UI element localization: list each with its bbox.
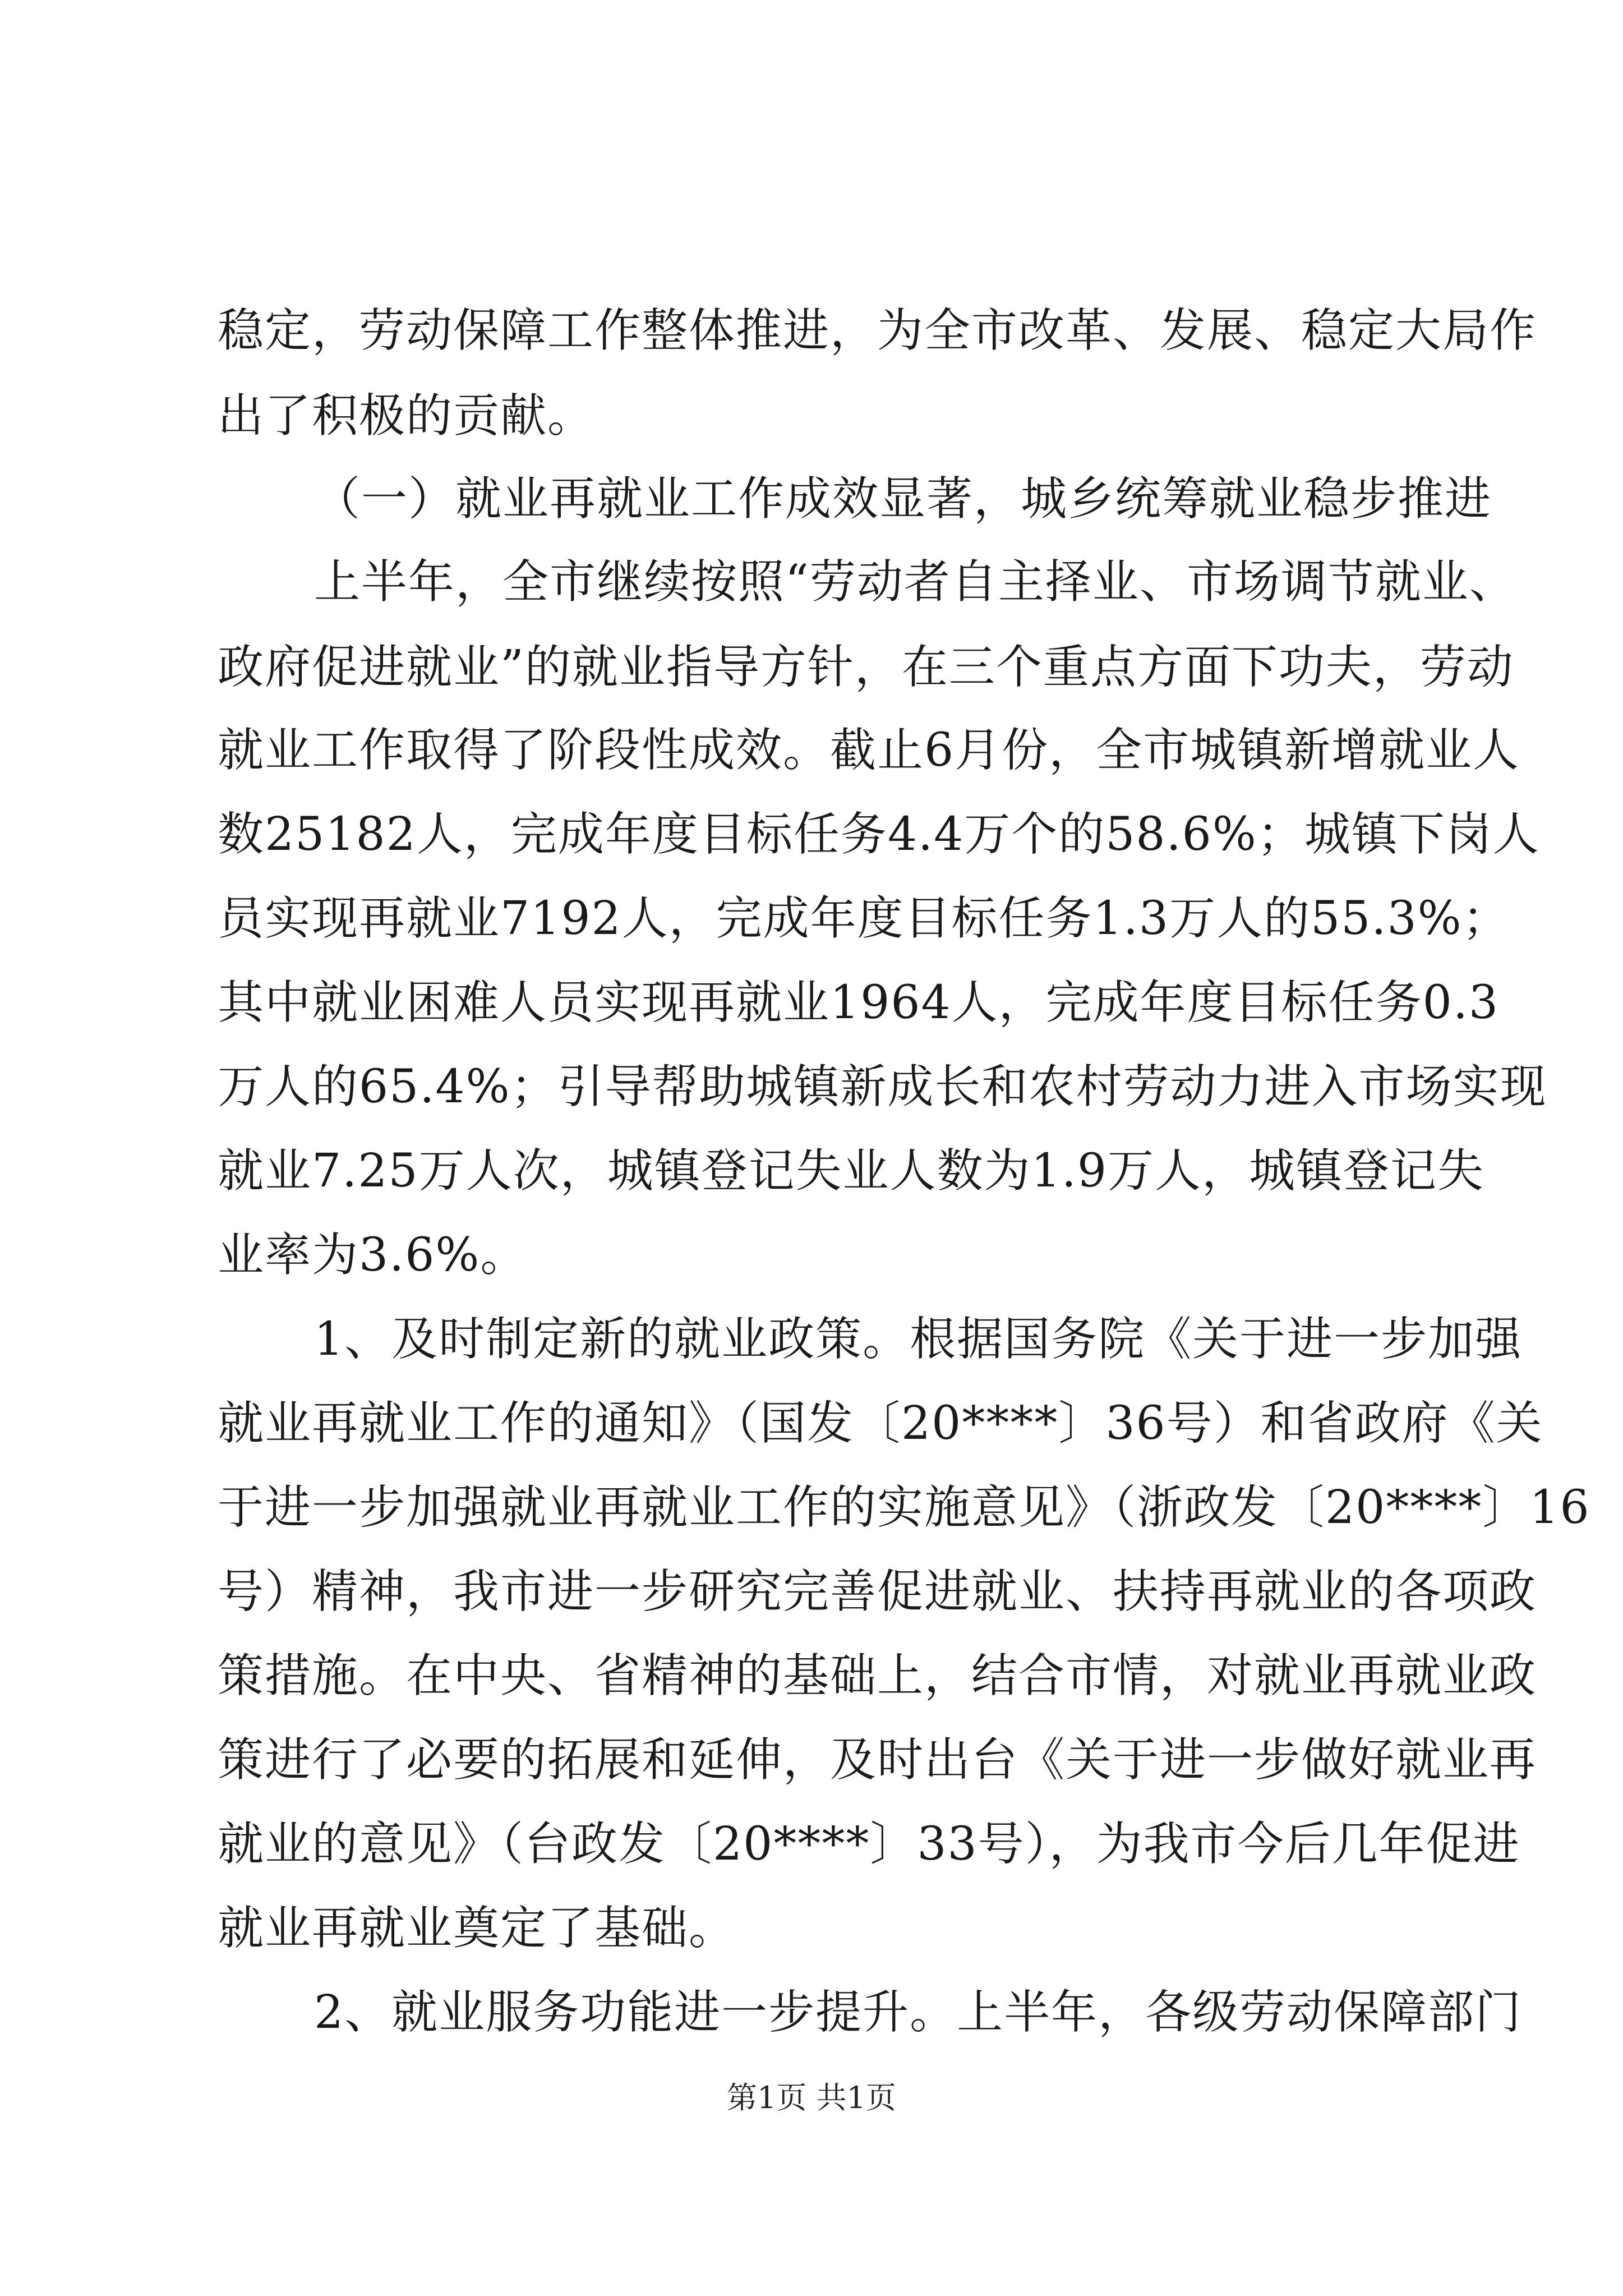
text-line: 就业再就业奠定了基础。 bbox=[218, 1902, 736, 1955]
text-line: 政府促进就业”的就业指导方针，在三个重点方面下功夫，劳动 bbox=[218, 641, 1514, 694]
text-line: 策措施。在中央、省精神的基础上，结合市情，对就业再就业政 bbox=[218, 1649, 1537, 1703]
text-line: 就业工作取得了阶段性成效。截止6月份，全市城镇新增就业人 bbox=[218, 724, 1520, 777]
text-line: 于进一步加强就业再就业工作的实施意见》（浙政发〔20****〕16 bbox=[218, 1481, 1590, 1534]
page-footer: 第1页 共1页 bbox=[727, 2080, 896, 2115]
text-line: 业率为3.6%。 bbox=[218, 1228, 528, 1282]
paragraph-first-line: 上半年，全市继续按照“劳动者自主择业、市场调节就业、 bbox=[314, 555, 1516, 609]
paragraph-first-line: 1、及时制定新的就业政策。根据国务院《关于进一步加强 bbox=[314, 1313, 1523, 1366]
section-heading: （一）就业再就业工作成效显著，城乡统筹就业稳步推进 bbox=[314, 472, 1492, 526]
text-line: 就业7.25万人次，城镇登记失业人数为1.9万人，城镇登记失 bbox=[218, 1144, 1484, 1198]
text-line: 出了积极的贡献。 bbox=[218, 389, 595, 443]
text-line: 员实现再就业7192人，完成年度目标任务1.3万人的55.3%； bbox=[218, 892, 1510, 945]
text-line: 稳定，劳动保障工作整体推进，为全市改革、发展、稳定大局作 bbox=[218, 304, 1537, 357]
text-line: 号）精神，我市进一步研究完善促进就业、扶持再就业的各项政 bbox=[218, 1565, 1537, 1618]
text-line: 数25182人，完成年度目标任务4.4万个的58.6%；城镇下岗人 bbox=[218, 808, 1540, 861]
paragraph-first-line: 2、就业服务功能进一步提升。上半年，各级劳动保障部门 bbox=[314, 1986, 1523, 2039]
text-line: 其中就业困难人员实现再就业1964人，完成年度目标任务0.3 bbox=[218, 976, 1500, 1029]
text-line: 就业的意见》（台政发〔20****〕33号），为我市今后几年促进 bbox=[218, 1818, 1520, 1871]
text-line: 就业再就业工作的通知》（国发〔20****〕36号）和省政府《关 bbox=[218, 1397, 1543, 1450]
text-line: 策进行了必要的拓展和延伸，及时出台《关于进一步做好就业再 bbox=[218, 1733, 1537, 1787]
text-line: 万人的65.4%；引导帮助城镇新成长和农村劳动力进入市场实现 bbox=[218, 1060, 1547, 1114]
